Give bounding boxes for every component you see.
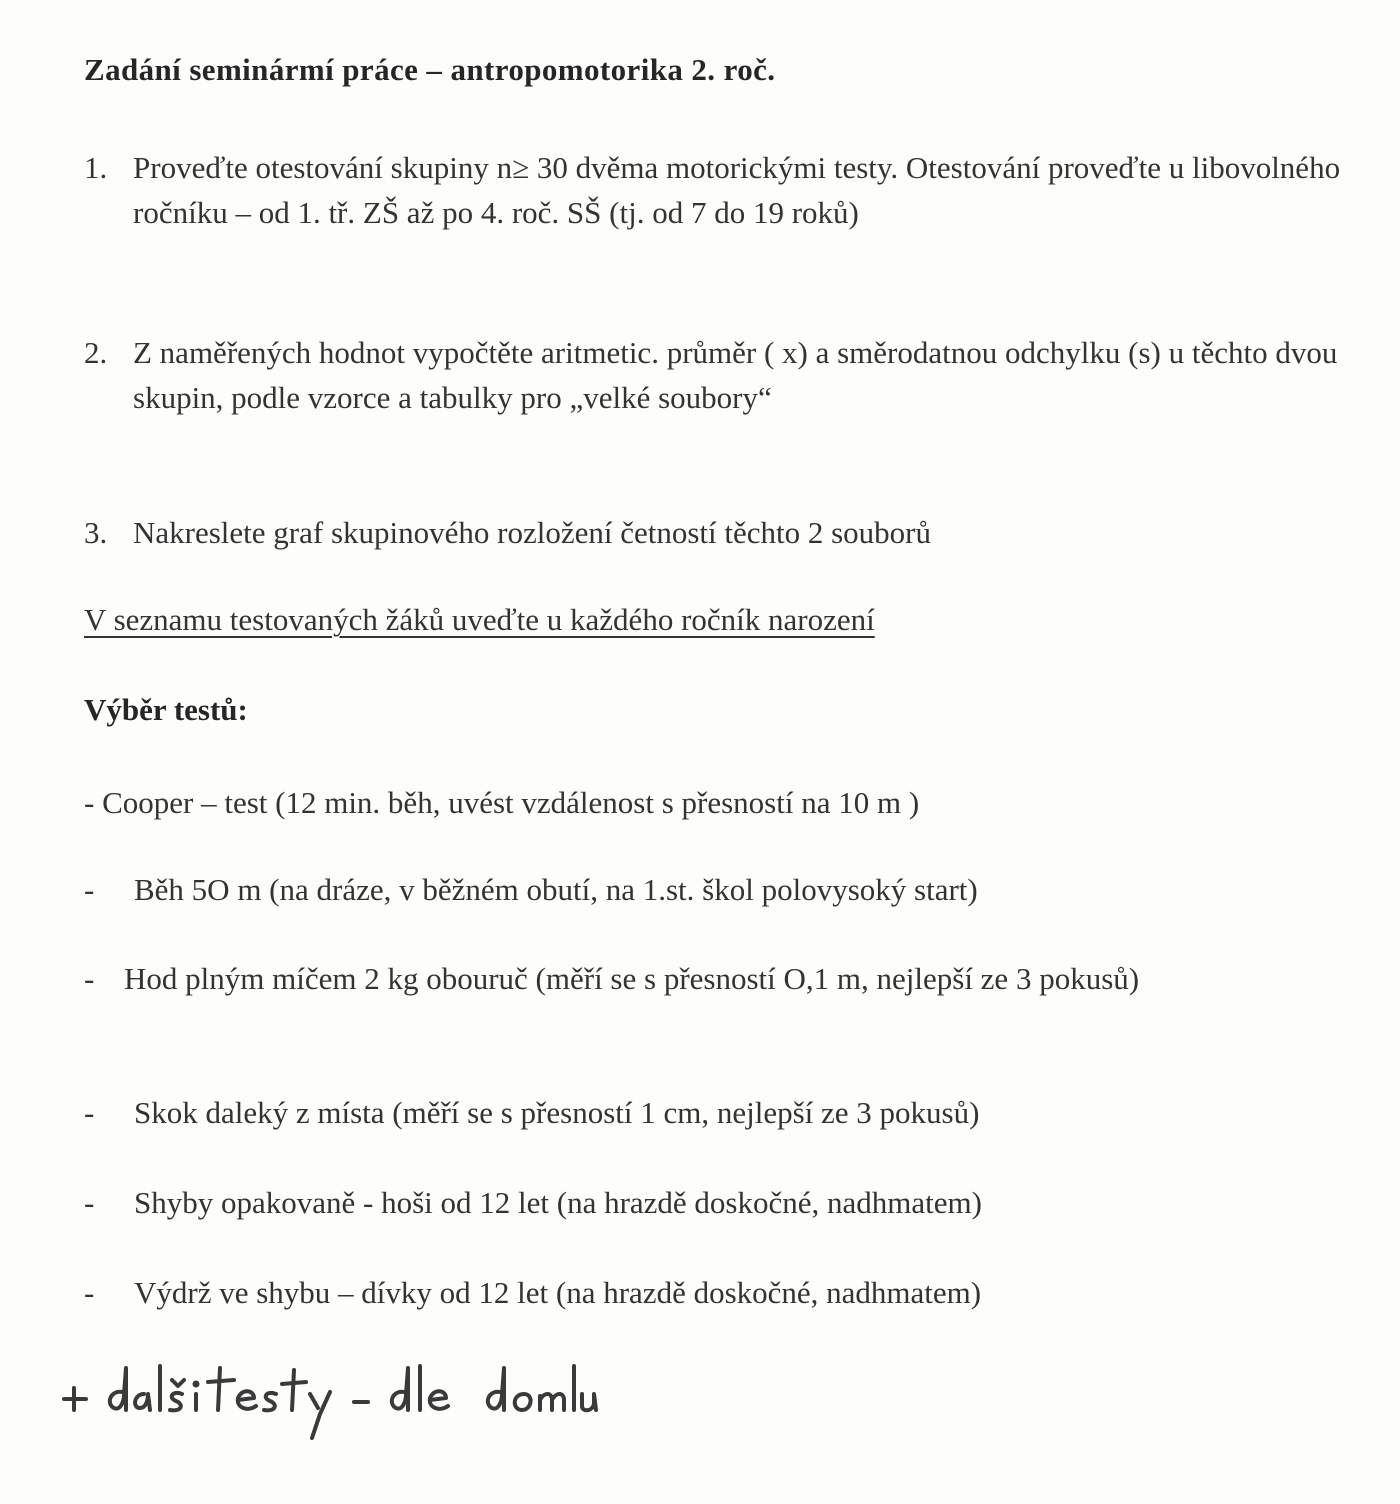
item-text: Proveďte otestování skupiny n≥ 30 dvěma motorickými testy. Otestování proveďte u libovolného ročníku – od 1. tř. ZŠ až po 4. roč. SŠ (tj. od 7 do 19 roků)	[133, 150, 1341, 230]
item-text: Nakreslete graf skupinového rozložení četností těchto 2 souborů	[133, 515, 932, 550]
numbered-item-1	[84, 145, 1374, 235]
underlined-note: V seznamu testovaných žáků uveďte u každého ročník narození	[84, 602, 875, 637]
item-number: 3.	[84, 515, 108, 550]
handwriting-image	[62, 1340, 602, 1450]
test-dash: -	[84, 872, 95, 907]
test-text: Hod plným míčem 2 kg obouruč (měří se s přesností O,1 m, nejlepší ze 3 pokusů)	[124, 961, 1140, 996]
test-dash: -	[84, 961, 95, 996]
item-text: Z naměřených hodnot vypočtěte aritmetic. průměr ( x) a směrodatnou odchylku (s) u těchto dvou skupin, podle vzorce a tabulky pro „velké soubory“	[133, 335, 1338, 415]
test-text: Výdrž ve shybu – dívky od 12 let (na hrazdě doskočné, nadhmatem)	[134, 1275, 982, 1310]
test-dash: -	[84, 785, 95, 820]
test-item-cooper	[84, 780, 1364, 825]
item-number: 1.	[84, 150, 108, 185]
test-dash: -	[84, 1275, 95, 1310]
test-dash: -	[84, 1185, 95, 1220]
test-item-hang-hold	[84, 1270, 1364, 1315]
test-item-medicine-ball	[84, 956, 1364, 1001]
test-item-pull-ups	[84, 1180, 1364, 1225]
test-item-run-50m	[84, 867, 1364, 912]
tests-heading: Výběr testů:	[84, 692, 248, 727]
numbered-item-2	[84, 330, 1374, 420]
test-item-long-jump	[84, 1090, 1364, 1135]
item-number: 2.	[84, 335, 108, 370]
test-text: Skok daleký z místa (měří se s přesností 1 cm, nejlepší ze 3 pokusů)	[134, 1095, 980, 1130]
test-dash: -	[84, 1095, 95, 1130]
test-text: Cooper – test (12 min. běh, uvést vzdálenost s přesností na 10 m )	[102, 785, 920, 820]
handwritten-note	[62, 1340, 602, 1450]
numbered-item-3	[84, 510, 1374, 555]
test-text: Shyby opakovaně - hoši od 12 let (na hrazdě doskočné, nadhmatem)	[134, 1185, 982, 1220]
document-title: Zadání seminármí práce – antropomotorika 2. roč.	[84, 52, 776, 87]
test-text: Běh 5O m (na dráze, v běžném obutí, na 1.st. škol polovysoký start)	[134, 872, 978, 907]
